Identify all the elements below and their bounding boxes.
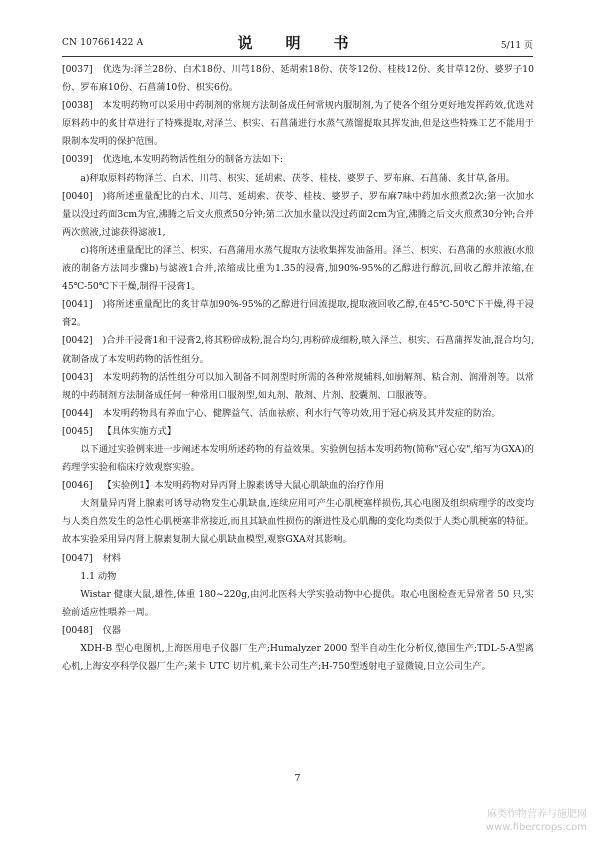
paragraph-number: [0045]	[62, 425, 93, 437]
paragraph-0037	[62, 61, 534, 97]
paragraph-text: )合并干浸膏1和干浸膏2,将其粉碎成粉,混合均匀,再粉碎成细粉,喷入泽兰、枳实、石菖蒲挥发油,混合均匀,就制备成了本发明药物的活性组分。	[62, 335, 534, 365]
paragraph-0046-body	[62, 495, 534, 549]
experiment-heading: 【实验例1】本发明药物对异丙肾上腺素诱导大鼠心肌缺血的治疗作用	[102, 480, 385, 492]
watermark	[486, 808, 587, 834]
paragraph-text: 大剂量异丙肾上腺素可诱导动物发生心肌缺血,连续应用可产生心肌梗塞样损伤,其心电图及组织病理学的改变均与人类自然发生的急性心肌梗塞非常接近,而且其缺血性损伤的渐进性及心肌酶的变化均类似于人类心肌梗塞的特征。故本实验采用异丙肾上腺素复制大鼠心肌缺血模型,观察GXA对其影响。	[62, 498, 534, 546]
paragraph-text: 1.1 动物	[80, 570, 117, 582]
page-indicator: 5/11 页	[500, 41, 533, 51]
paragraph-number: [0043]	[62, 371, 93, 383]
section-heading: 【具体实施方式】	[102, 425, 177, 437]
subsection-heading: 材料	[102, 552, 121, 564]
paragraph-0039	[62, 151, 534, 169]
paragraph-0046	[62, 477, 534, 495]
paragraph-0038	[62, 97, 534, 151]
paragraph-number: [0042]	[62, 335, 93, 347]
paragraph-text: 本发明药物的活性组分可以加入制备不同剂型时所需的各种常规辅料,如崩解剂、粘合剂、润滑剂等。以常规的中药制剂方法制备成任何一种常用口服剂型,如丸剂、散剂、片剂、胶囊剂、口服液等。	[62, 371, 534, 401]
paragraph-0041	[62, 296, 534, 332]
paragraph-0045	[62, 423, 534, 441]
document-title: 说 明 书	[237, 34, 358, 52]
paragraph-0047	[62, 550, 534, 568]
page-header	[62, 30, 533, 52]
paragraph-0042	[62, 332, 534, 368]
step-c	[62, 242, 534, 296]
watermark-name: 麻类作物营养与施肥网	[487, 809, 587, 820]
paragraph-text: 以下通过实验例来进一步阐述本发明所述药物的有益效果。实验例包括本发明药物(简称"冠心安",缩写为GXA)的药理学实验和临床疗效观察实验。	[62, 443, 534, 474]
paragraph-text: )将所述重量配比的白术、川芎、延胡索、茯苓、桂枝、婆罗子、罗布麻7味中药加水煎煮2次;第一次加水量以没过药面3cm为宜,沸腾之后文火煎煮50分钟;第二次加水量以没过药面2cm为宜,沸腾之后文火煎煮30分钟;合并两次煎液,过滤获得滤液1,	[62, 190, 534, 238]
paragraph-text: a)秤取原料药物泽兰、白术、川芎、枳实、延胡索、茯苓、桂枝、婆罗子、罗布麻、石菖蒲、炙甘草,备用。	[80, 172, 515, 184]
paragraph-0047-body	[62, 586, 534, 622]
subsection-heading: 仪器	[102, 624, 121, 636]
paragraph-text: Wistar 健康大鼠,雄性,体重 180~220g,由河北医科大学实验动物中心提供。取心电图检查无异常者 50 只,实验前适应性喂养一周。	[62, 588, 534, 618]
paragraph-number: [0039]	[62, 154, 93, 166]
paragraph-text: 优选为:泽兰28份、白术18份、川芎18份、延胡索18份、茯苓12份、桂枝12份、炙甘草12份、婆罗子10份、罗布麻10份、石菖蒲10份、枳实6份。	[62, 64, 534, 94]
paragraph-number: [0040]	[62, 190, 93, 202]
paragraph-text: 本发明药物具有养血宁心、健脾益气、活血祛瘀、利水行气等功效,用于冠心病及其并发症的防治。	[102, 407, 501, 419]
watermark-url: www.fibercrops.com	[485, 822, 587, 833]
paragraph-number: [0044]	[62, 407, 93, 419]
paragraph-0048-body	[62, 640, 534, 676]
document-body	[62, 61, 534, 676]
paragraph-text: )将所述重量配比的炙甘草加90%-95%的乙醇进行回流提取,提取液回收乙醇,在45℃-50℃下干燥,得干浸膏2。	[62, 299, 534, 329]
paragraph-number: [0038]	[62, 100, 93, 112]
patent-number: CN 107661422 A	[62, 38, 144, 48]
page-number: 7	[294, 773, 301, 784]
step-a	[62, 170, 534, 188]
paragraph-text: 本发明药物可以采用中药制剂的常规方法制备成任何常规内服制剂,为了使各个组分更好地发挥药效,优选对原料药中的炙甘草进行了特殊提取,对泽兰、枳实、石菖蒲进行水蒸气蒸馏提取其挥发油,但是这些特殊工艺不能用于限制本发明的保护范围。	[62, 100, 534, 148]
paragraph-0044	[62, 405, 534, 423]
paragraph-text: 优选地,本发明药物活性组分的制备方法如下:	[102, 154, 284, 166]
subsection-animals	[62, 568, 534, 586]
paragraph-0045-body	[62, 441, 534, 477]
paragraph-number: [0041]	[62, 299, 93, 311]
paragraph-0048	[62, 622, 534, 640]
paragraph-number: [0047]	[62, 552, 93, 564]
header-rule	[62, 56, 533, 57]
paragraph-number: [0046]	[62, 480, 93, 492]
paragraph-number: [0048]	[62, 624, 93, 636]
paragraph-number: [0037]	[62, 64, 93, 75]
paragraph-0040	[62, 188, 534, 242]
paragraph-0043	[62, 369, 534, 405]
paragraph-text: XDH-B 型心电图机,上海医用电子仪器厂生产;Humalyzer 2000 型半自动生化分析仪,德国生产;TDL-5-A型离心机,上海安亭科学仪器厂生产;莱卡 UTC 切片机,莱卡公司生产;H-750型透射电子显微镜,日立公司生产。	[62, 643, 534, 673]
paragraph-text: c)将所述重量配比的泽兰、枳实、石菖蒲用水蒸气提取方法收集挥发油备用。泽兰、枳实、石菖蒲的水煎液(水煎液的制备方法同步骤b)与滤液1合并,浓缩成比重为1.35的浸膏,加90%-95%的乙醇进行醇沉,回收乙醇并浓缩,在45℃-50℃下干燥,制得干浸膏1。	[62, 244, 534, 293]
